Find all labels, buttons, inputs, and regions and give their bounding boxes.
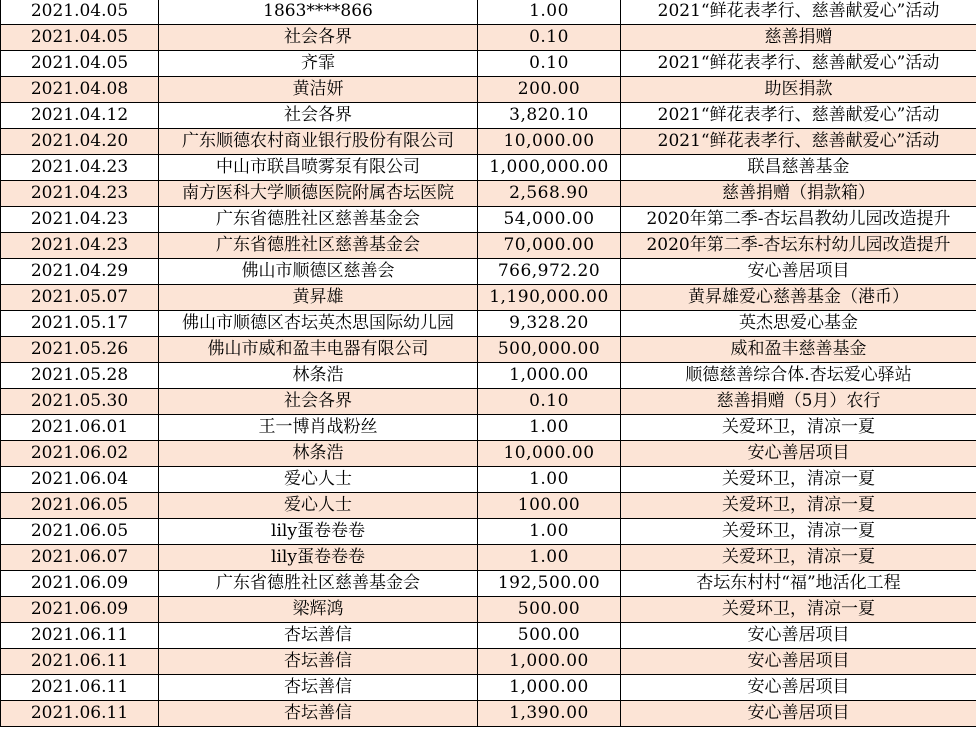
donation-amount-cell: 70,000.00 — [478, 233, 621, 259]
donation-date-cell: 2021.04.23 — [1, 233, 159, 259]
donation-purpose-cell: 关爱环卫，清凉一夏 — [621, 493, 976, 519]
donor-name-cell: 广东省德胜社区慈善基金会 — [159, 571, 478, 597]
donation-date-cell: 2021.04.20 — [1, 129, 159, 155]
table-row — [1, 207, 976, 233]
donation-purpose-cell: 黄昇雄爱心慈善基金（港币） — [621, 285, 976, 311]
donation-date-cell: 2021.04.05 — [1, 51, 159, 77]
donation-amount-cell: 0.10 — [478, 51, 621, 77]
donation-date-cell: 2021.05.30 — [1, 389, 159, 415]
donation-date-cell: 2021.04.12 — [1, 103, 159, 129]
donation-date-cell: 2021.04.05 — [1, 0, 159, 25]
donation-amount-cell: 1.00 — [478, 545, 621, 571]
donation-amount-cell: 500,000.00 — [478, 337, 621, 363]
donation-date-cell: 2021.04.08 — [1, 77, 159, 103]
table-row — [1, 51, 976, 77]
donation-purpose-cell: 2021“鲜花表孝行、慈善献爱心”活动 — [621, 51, 976, 77]
table-row — [1, 493, 976, 519]
table-row — [1, 181, 976, 207]
donation-amount-cell: 500.00 — [478, 597, 621, 623]
donation-amount-cell: 1.00 — [478, 467, 621, 493]
donation-date-cell: 2021.06.11 — [1, 701, 159, 727]
donation-amount-cell: 10,000.00 — [478, 129, 621, 155]
table-row — [1, 259, 976, 285]
donation-purpose-cell: 关爱环卫，清凉一夏 — [621, 597, 976, 623]
donation-purpose-cell: 慈善捐赠（捐款箱） — [621, 181, 976, 207]
donation-purpose-cell: 关爱环卫，清凉一夏 — [621, 519, 976, 545]
donation-purpose-cell: 英杰思爱心基金 — [621, 311, 976, 337]
table-row — [1, 597, 976, 623]
donation-purpose-cell: 安心善居项目 — [621, 441, 976, 467]
donation-date-cell: 2021.04.23 — [1, 207, 159, 233]
donor-name-cell: 林条浩 — [159, 363, 478, 389]
donation-date-cell: 2021.06.05 — [1, 493, 159, 519]
donor-name-cell: 广东省德胜社区慈善基金会 — [159, 233, 478, 259]
donation-purpose-cell: 安心善居项目 — [621, 623, 976, 649]
table-row — [1, 467, 976, 493]
donation-purpose-cell: 安心善居项目 — [621, 675, 976, 701]
table-row — [1, 103, 976, 129]
donation-purpose-cell: 2021“鲜花表孝行、慈善献爱心”活动 — [621, 0, 976, 25]
donor-name-cell: 爱心人士 — [159, 493, 478, 519]
donor-name-cell: 中山市联昌喷雾泵有限公司 — [159, 155, 478, 181]
table-row — [1, 623, 976, 649]
donor-name-cell: 广东省德胜社区慈善基金会 — [159, 207, 478, 233]
donation-purpose-cell: 关爱环卫，清凉一夏 — [621, 545, 976, 571]
table-row — [1, 337, 976, 363]
donor-name-cell: 黄洁妍 — [159, 77, 478, 103]
table-row — [1, 415, 976, 441]
donation-amount-cell: 1,000.00 — [478, 675, 621, 701]
table-row — [1, 675, 976, 701]
donation-amount-cell: 500.00 — [478, 623, 621, 649]
table-row — [1, 129, 976, 155]
donation-purpose-cell: 联昌慈善基金 — [621, 155, 976, 181]
table-row — [1, 0, 976, 25]
donation-date-cell: 2021.04.23 — [1, 155, 159, 181]
donor-name-cell: 杏坛善信 — [159, 649, 478, 675]
donation-amount-cell: 1,000,000.00 — [478, 155, 621, 181]
donation-date-cell: 2021.06.11 — [1, 623, 159, 649]
donor-name-cell: 社会各界 — [159, 25, 478, 51]
donation-amount-cell: 1,190,000.00 — [478, 285, 621, 311]
table-row — [1, 363, 976, 389]
donor-name-cell: 社会各界 — [159, 389, 478, 415]
donor-name-cell: 杏坛善信 — [159, 701, 478, 727]
donation-amount-cell: 10,000.00 — [478, 441, 621, 467]
donor-name-cell: 佛山市威和盈丰电器有限公司 — [159, 337, 478, 363]
donation-date-cell: 2021.04.05 — [1, 25, 159, 51]
donation-date-cell: 2021.05.07 — [1, 285, 159, 311]
donation-purpose-cell: 慈善捐赠 — [621, 25, 976, 51]
donation-date-cell: 2021.06.01 — [1, 415, 159, 441]
donor-name-cell: 杏坛善信 — [159, 623, 478, 649]
donation-amount-cell: 192,500.00 — [478, 571, 621, 597]
donor-name-cell: lily蛋卷卷卷 — [159, 545, 478, 571]
donation-date-cell: 2021.06.05 — [1, 519, 159, 545]
donor-name-cell: 佛山市顺德区杏坛英杰思国际幼儿园 — [159, 311, 478, 337]
donation-date-cell: 2021.06.04 — [1, 467, 159, 493]
table-row — [1, 77, 976, 103]
donation-date-cell: 2021.06.09 — [1, 571, 159, 597]
donation-amount-cell: 766,972.20 — [478, 259, 621, 285]
donation-date-cell: 2021.04.23 — [1, 181, 159, 207]
donation-purpose-cell: 慈善捐赠（5月）农行 — [621, 389, 976, 415]
donation-amount-cell: 100.00 — [478, 493, 621, 519]
table-row — [1, 519, 976, 545]
donor-name-cell: 林条浩 — [159, 441, 478, 467]
table-row — [1, 155, 976, 181]
donor-name-cell: 杏坛善信 — [159, 675, 478, 701]
donation-amount-cell: 0.10 — [478, 389, 621, 415]
donation-purpose-cell: 顺德慈善综合体.杏坛爱心驿站 — [621, 363, 976, 389]
donation-date-cell: 2021.05.28 — [1, 363, 159, 389]
donation-amount-cell: 200.00 — [478, 77, 621, 103]
donor-name-cell: 广东顺德农村商业银行股份有限公司 — [159, 129, 478, 155]
donor-name-cell: lily蛋卷卷卷 — [159, 519, 478, 545]
donation-date-cell: 2021.06.11 — [1, 675, 159, 701]
donation-date-cell: 2021.06.11 — [1, 649, 159, 675]
donation-purpose-cell: 安心善居项目 — [621, 701, 976, 727]
table-row — [1, 571, 976, 597]
donation-amount-cell: 1,000.00 — [478, 649, 621, 675]
donation-date-cell: 2021.06.09 — [1, 597, 159, 623]
donation-amount-cell: 1.00 — [478, 519, 621, 545]
donor-name-cell: 王一博肖战粉丝 — [159, 415, 478, 441]
donor-name-cell: 齐霏 — [159, 51, 478, 77]
donor-name-cell: 南方医科大学顺德医院附属杏坛医院 — [159, 181, 478, 207]
donation-amount-cell: 1.00 — [478, 415, 621, 441]
donation-purpose-cell: 关爱环卫，清凉一夏 — [621, 415, 976, 441]
donation-purpose-cell: 安心善居项目 — [621, 649, 976, 675]
donation-date-cell: 2021.05.26 — [1, 337, 159, 363]
donor-name-cell: 梁辉鸿 — [159, 597, 478, 623]
donation-purpose-cell: 杏坛东村村“福”地活化工程 — [621, 571, 976, 597]
donation-amount-cell: 1,390.00 — [478, 701, 621, 727]
table-row — [1, 545, 976, 571]
donation-date-cell: 2021.06.02 — [1, 441, 159, 467]
donation-amount-cell: 1.00 — [478, 0, 621, 25]
donation-purpose-cell: 助医捐款 — [621, 77, 976, 103]
donation-purpose-cell: 2021“鲜花表孝行、慈善献爱心”活动 — [621, 129, 976, 155]
table-row — [1, 285, 976, 311]
table-row — [1, 389, 976, 415]
table-row — [1, 233, 976, 259]
donation-purpose-cell: 2020年第二季-杏坛东村幼儿园改造提升 — [621, 233, 976, 259]
table-row — [1, 701, 976, 727]
donor-name-cell: 佛山市顺德区慈善会 — [159, 259, 478, 285]
donation-amount-cell: 0.10 — [478, 25, 621, 51]
donation-date-cell: 2021.04.29 — [1, 259, 159, 285]
donation-date-cell: 2021.05.17 — [1, 311, 159, 337]
table-row — [1, 649, 976, 675]
donation-purpose-cell: 关爱环卫，清凉一夏 — [621, 467, 976, 493]
donation-purpose-cell: 2020年第二季-杏坛昌教幼儿园改造提升 — [621, 207, 976, 233]
donation-table-body — [1, 0, 976, 727]
donation-amount-cell: 9,328.20 — [478, 311, 621, 337]
table-row — [1, 25, 976, 51]
donation-purpose-cell: 威和盈丰慈善基金 — [621, 337, 976, 363]
donation-amount-cell: 54,000.00 — [478, 207, 621, 233]
donor-name-cell: 社会各界 — [159, 103, 478, 129]
table-row — [1, 311, 976, 337]
donation-amount-cell: 2,568.90 — [478, 181, 621, 207]
donation-purpose-cell: 2021“鲜花表孝行、慈善献爱心”活动 — [621, 103, 976, 129]
donation-purpose-cell: 安心善居项目 — [621, 259, 976, 285]
donation-date-cell: 2021.06.07 — [1, 545, 159, 571]
donor-name-cell: 黄昇雄 — [159, 285, 478, 311]
donation-amount-cell: 1,000.00 — [478, 363, 621, 389]
donor-name-cell: 1863****866 — [159, 0, 478, 25]
table-row — [1, 441, 976, 467]
donation-amount-cell: 3,820.10 — [478, 103, 621, 129]
donor-name-cell: 爱心人士 — [159, 467, 478, 493]
